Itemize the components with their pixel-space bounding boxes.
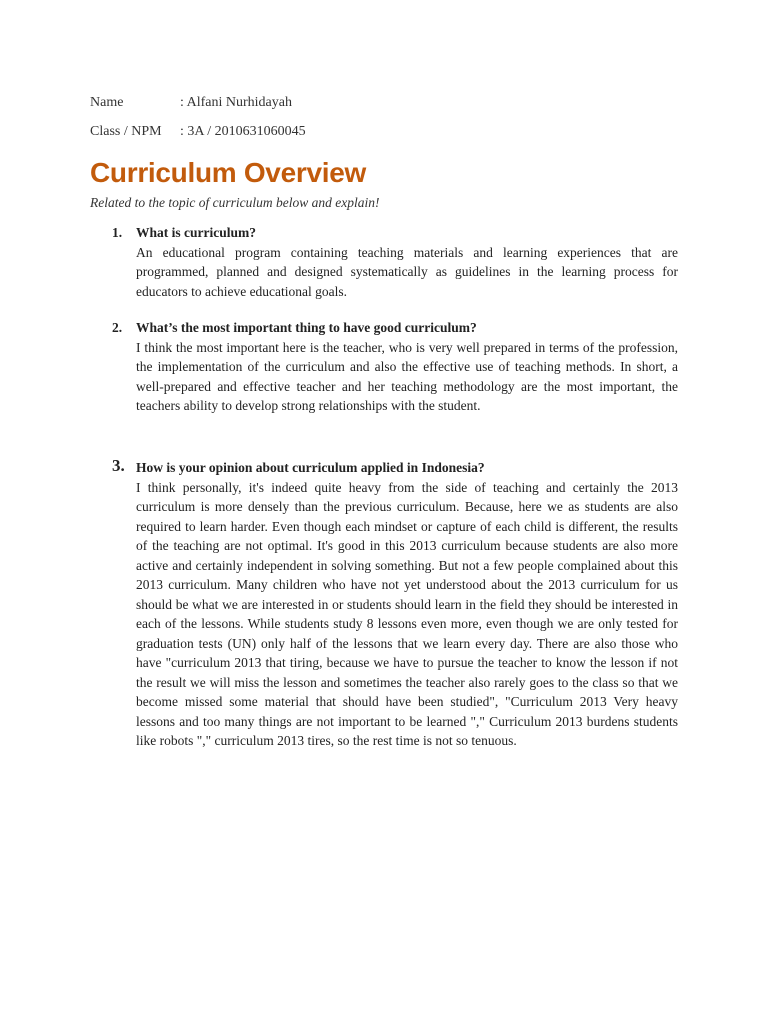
name-value: : Alfani Nurhidayah (180, 95, 292, 110)
question-item-1 (112, 223, 678, 301)
class-label: Class / NPM (90, 124, 162, 139)
answer-text: I think personally, it's indeed quite heavy from the side of teaching and certainly the 2013 curriculum is more densely than the previous curriculum. Because, here we as students are also required to learn harder. Even though each mindset or capture of each child is different, the results of the teaching are not optimal. It's good in this 2013 curriculum because students are also more active and certainly independent in solving something. But not a few people complained about this 2013 curriculum. Many children who have not yet understood about the 2013 curriculum for us should be what we are interested in or students should learn in the field they should be interested in each of the lessons. While students study 8 lessons even more, even though we are only tested for graduation tests (UN) only half of the lessons that we learn every day. There are also those who have "curriculum 2013 that tiring, because we have to pursue the teacher to know the lesson if not the result we will miss the lesson and sometimes the teacher also rarely goes to the class so that we become missed some material that should have been studied", "Curriculum 2013 Very heavy lessons and too many things are not important to be learned "," Curriculum 2013 burdens students like robots "," curriculum 2013 tires, so the rest time is not so tenuous. (136, 479, 678, 748)
student-name-row (90, 94, 292, 112)
document-title: Curriculum Overview (90, 157, 366, 188)
question-number: 2. (112, 320, 123, 335)
question-text: How is your opinion about curriculum applied in Indonesia? (136, 460, 485, 475)
question-text: What is curriculum? (136, 225, 256, 240)
question-text: What’s the most important thing to have good curriculum? (136, 320, 477, 335)
question-item-3 (112, 458, 678, 751)
class-npm-row (90, 123, 306, 141)
document-subtitle: Related to the topic of curriculum below and explain! (90, 195, 380, 210)
class-value: : 3A / 2010631060045 (180, 124, 306, 139)
question-item-2 (112, 318, 678, 416)
answer-text: An educational program containing teaching materials and learning experiences that are programmed, planned and designed systematically as guidelines in the learning process for educators to achieve educational goals. (136, 244, 678, 299)
answer-text: I think the most important here is the teacher, who is very well prepared in terms of the profession, the implementation of the curriculum and also the effective use of teaching methods. In short, a well-prepared and effective teacher and her teaching methodology are the most important, the teachers ability to develop strong relationships with the student. (136, 339, 678, 413)
question-number: 1. (112, 225, 123, 240)
question-number: 3. (112, 456, 125, 475)
name-label: Name (90, 95, 124, 110)
